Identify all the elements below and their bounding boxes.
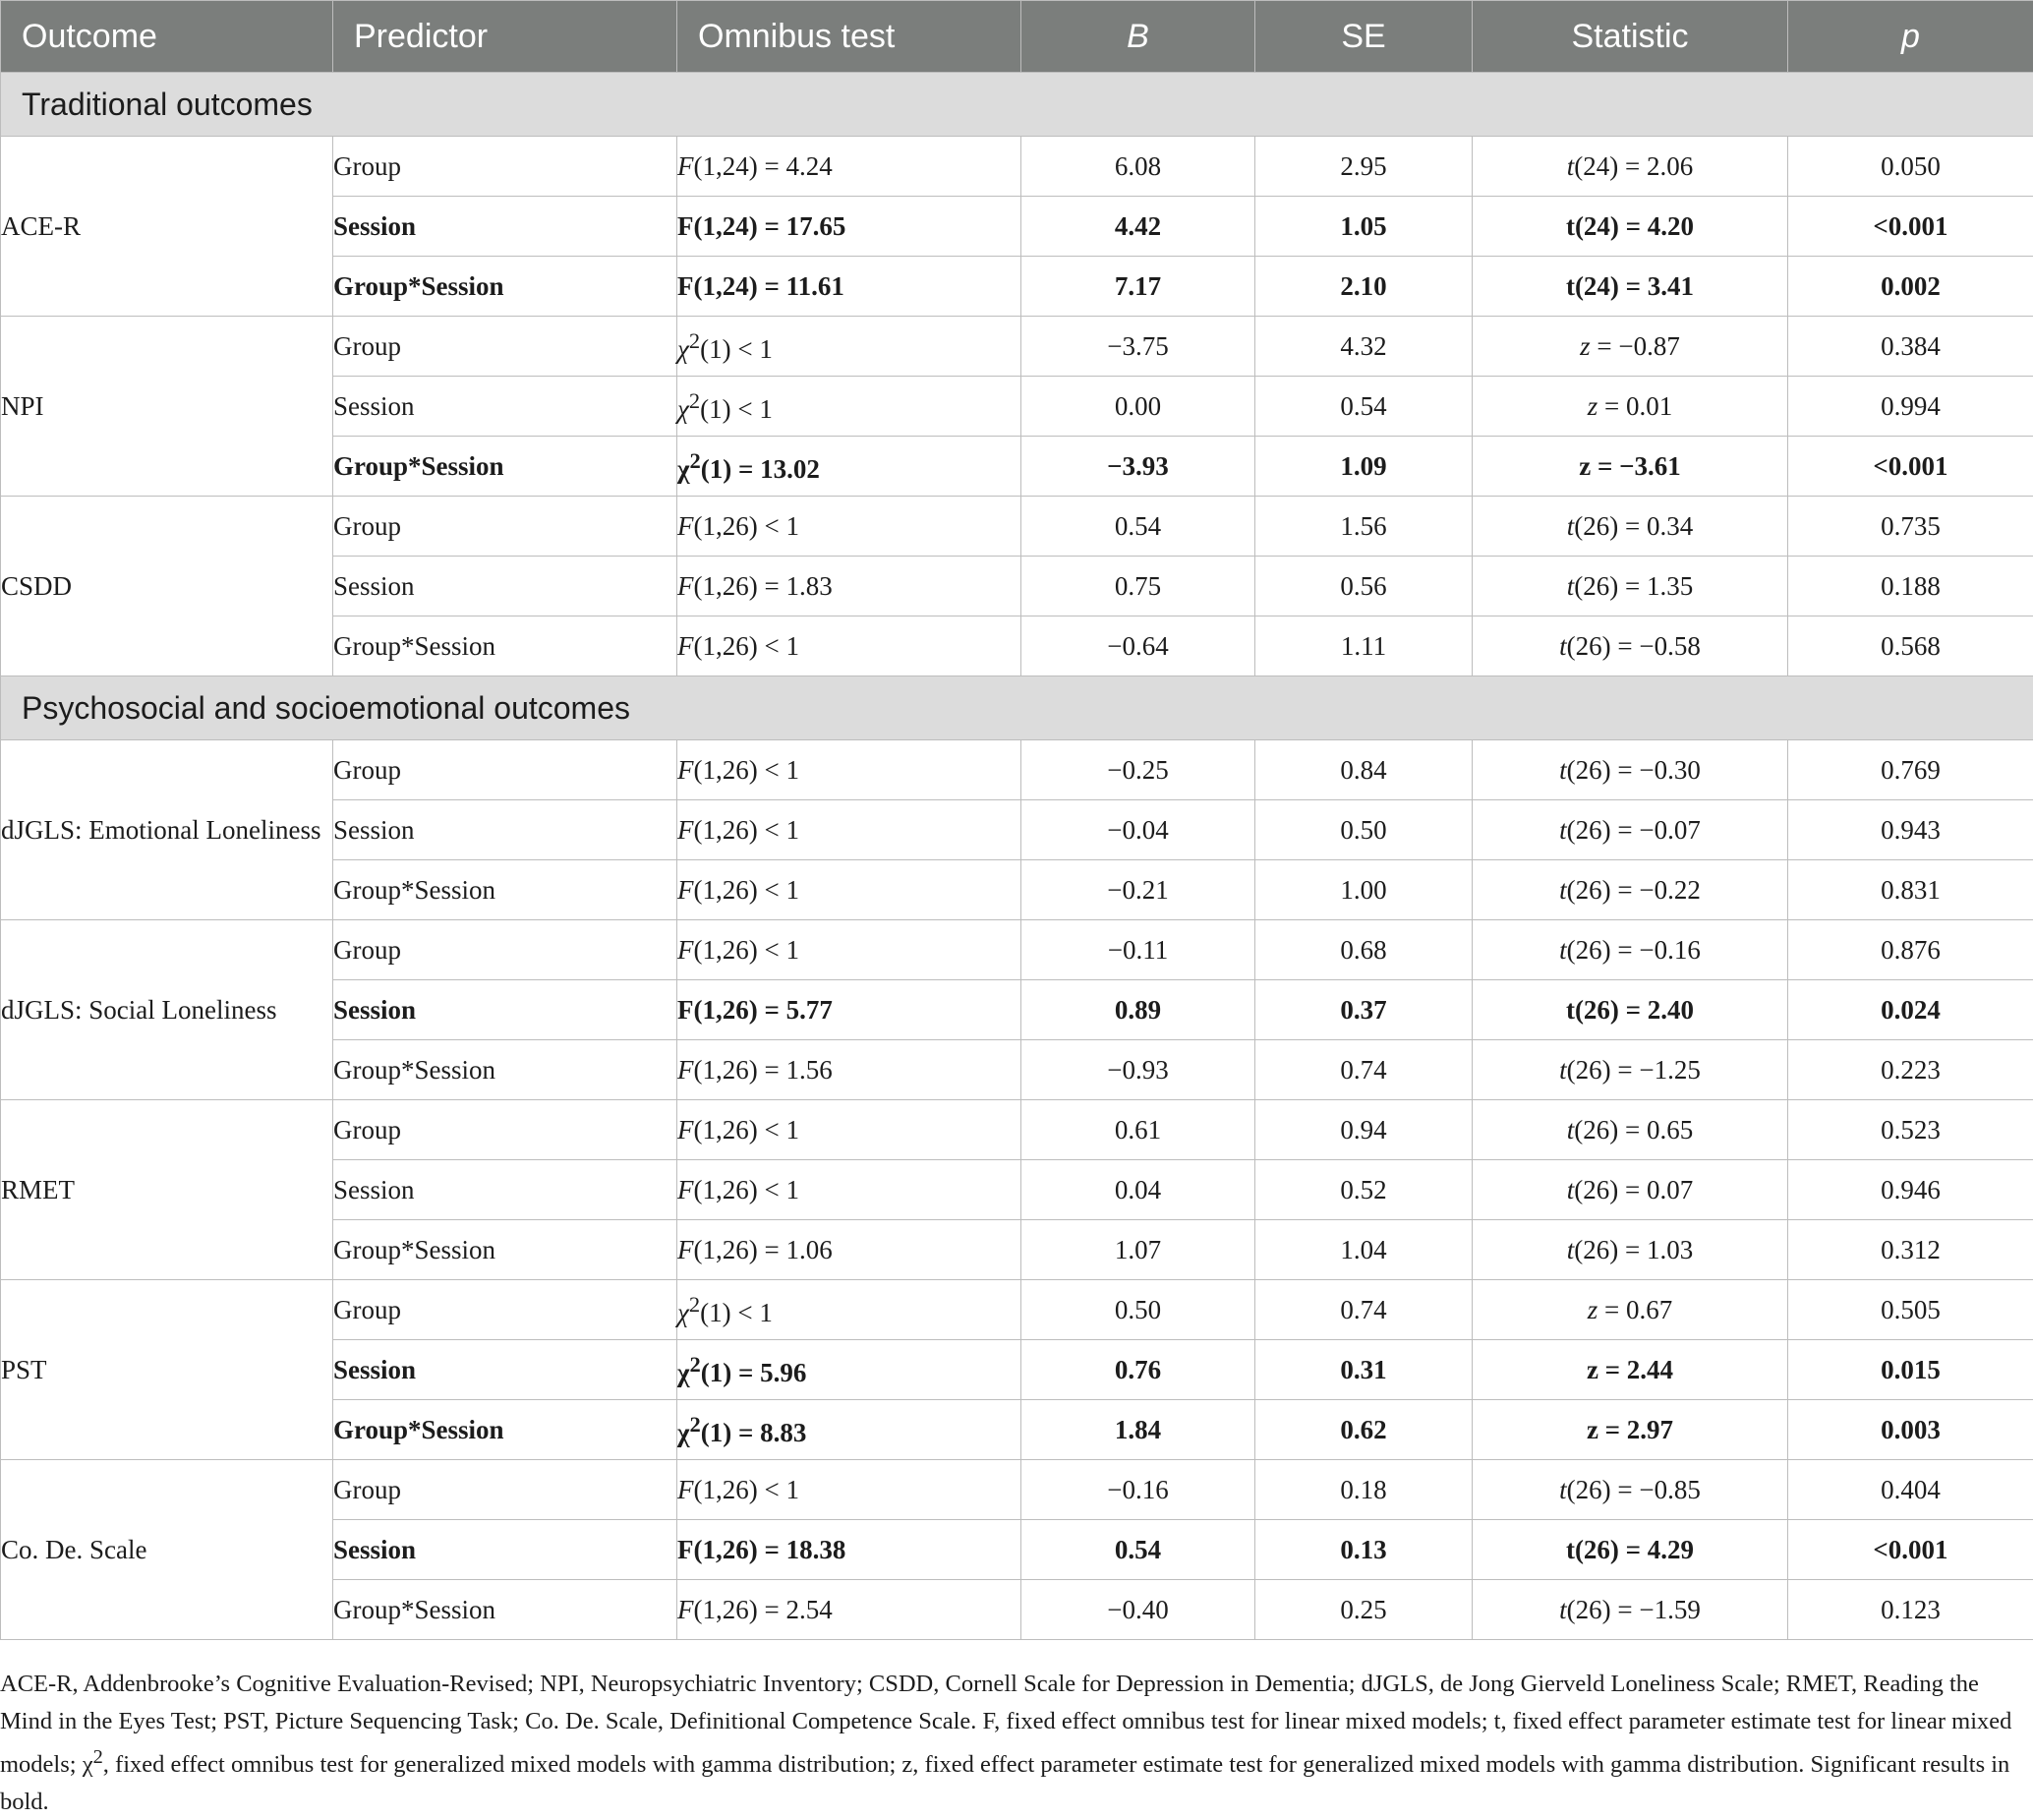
predictor-cell: Session	[333, 1160, 677, 1220]
se-cell: 1.11	[1255, 616, 1473, 676]
se-cell: 1.05	[1255, 197, 1473, 257]
p-cell: 0.505	[1788, 1280, 2033, 1340]
statistic-symbol: t	[1566, 1174, 1575, 1204]
predictor-cell: Group*Session	[333, 1580, 677, 1640]
statistic-cell	[1473, 317, 1788, 377]
omnibus-test-cell	[677, 1520, 1021, 1580]
section-row	[1, 676, 2033, 740]
b-cell: −0.64	[1021, 616, 1255, 676]
predictor-cell: Group	[333, 740, 677, 800]
table-body	[1, 73, 2033, 1640]
table-row	[1, 1100, 2033, 1160]
statistic-cell	[1473, 1520, 1788, 1580]
p-cell: 0.876	[1788, 920, 2033, 980]
omnibus-value: (1) = 8.83	[700, 1417, 807, 1447]
b-cell: 0.50	[1021, 1280, 1255, 1340]
outcome-cell: dJGLS: Social Loneliness	[1, 920, 333, 1100]
statistic-symbol: t	[1559, 1474, 1567, 1504]
b-cell: −0.25	[1021, 740, 1255, 800]
omnibus-value: (1) = 13.02	[700, 453, 820, 484]
statistic-symbol: t	[1566, 150, 1575, 181]
omnibus-test-cell	[677, 1100, 1021, 1160]
statistic-symbol: t	[1566, 570, 1575, 601]
predictor-cell: Group*Session	[333, 437, 677, 497]
predictor-cell: Group*Session	[333, 1220, 677, 1280]
omnibus-value: (1,26) = 1.56	[693, 1054, 833, 1085]
statistic-value: (24) = 4.20	[1574, 210, 1695, 241]
statistic-symbol: t	[1566, 510, 1575, 541]
statistic-value: = 0.67	[1597, 1294, 1673, 1324]
omnibus-symbol: F	[677, 1174, 694, 1204]
statistic-cell	[1473, 860, 1788, 920]
se-cell: 0.52	[1255, 1160, 1473, 1220]
p-cell: 0.735	[1788, 497, 2033, 557]
statistic-symbol: t	[1559, 630, 1567, 661]
omnibus-value: (1) = 5.96	[700, 1357, 807, 1387]
omnibus-value: (1,26) < 1	[693, 814, 799, 845]
statistic-value: = 0.01	[1597, 390, 1673, 421]
omnibus-test-cell	[677, 800, 1021, 860]
b-cell: −0.40	[1021, 1580, 1255, 1640]
se-cell: 0.68	[1255, 920, 1473, 980]
b-cell: 0.75	[1021, 557, 1255, 616]
footnote-text-1: ACE-R, Addenbrooke’s Cognitive Evaluation-Revised; NPI, Neuropsychiatric Inventory; CSDD, Cornell Scale for Depression in Dementia; dJGLS, de Jong Gierveld Loneliness Scale; RMET, Reading the Mind in the Eyes Test; PST, Picture Sequencing Task; Co. De. Scale, Definitional Competence Scale. F, fixed effect omnibus test for linear mixed models; t, fixed effect parameter estimate test for linear mixed models; χ	[0, 1671, 2012, 1779]
outcome-cell: PST	[1, 1280, 333, 1460]
omnibus-symbol: χ	[677, 333, 689, 364]
omnibus-test-cell	[677, 1340, 1021, 1400]
b-cell: −0.04	[1021, 800, 1255, 860]
omnibus-test-cell	[677, 1160, 1021, 1220]
statistic-cell	[1473, 920, 1788, 980]
omnibus-symbol: F	[677, 270, 694, 301]
omnibus-test-cell	[677, 137, 1021, 197]
table-row	[1, 920, 2033, 980]
statistic-value: (26) = 0.07	[1574, 1174, 1694, 1204]
omnibus-value: (1,26) = 5.77	[693, 994, 833, 1025]
outcome-cell: dJGLS: Emotional Loneliness	[1, 740, 333, 920]
se-cell: 4.32	[1255, 317, 1473, 377]
p-cell: 0.002	[1788, 257, 2033, 317]
table-row	[1, 137, 2033, 197]
se-cell: 0.31	[1255, 1340, 1473, 1400]
p-cell: 0.015	[1788, 1340, 2033, 1400]
statistic-cell	[1473, 1400, 1788, 1460]
b-cell: −3.75	[1021, 317, 1255, 377]
statistic-symbol: t	[1559, 1594, 1567, 1624]
p-cell: 0.994	[1788, 377, 2033, 437]
statistic-symbol: t	[1565, 1534, 1575, 1564]
statistic-cell	[1473, 1340, 1788, 1400]
p-cell: 0.943	[1788, 800, 2033, 860]
p-cell: 0.223	[1788, 1040, 2033, 1100]
se-cell: 2.10	[1255, 257, 1473, 317]
b-cell: 0.61	[1021, 1100, 1255, 1160]
omnibus-test-cell	[677, 860, 1021, 920]
predictor-cell: Session	[333, 377, 677, 437]
omnibus-value: (1) < 1	[700, 393, 773, 424]
omnibus-value: (1,26) = 1.06	[693, 1234, 833, 1264]
predictor-cell: Session	[333, 1520, 677, 1580]
predictor-cell: Group	[333, 1460, 677, 1520]
statistic-cell	[1473, 800, 1788, 860]
omnibus-value: (1) < 1	[700, 333, 773, 364]
b-cell: 0.89	[1021, 980, 1255, 1040]
statistic-symbol: t	[1559, 874, 1567, 905]
predictor-cell: Group*Session	[333, 860, 677, 920]
predictor-cell: Session	[333, 980, 677, 1040]
b-cell: 4.42	[1021, 197, 1255, 257]
outcome-cell: RMET	[1, 1100, 333, 1280]
omnibus-symbol: F	[677, 874, 694, 905]
statistic-symbol: z	[1586, 1414, 1598, 1444]
omnibus-test-cell	[677, 437, 1021, 497]
p-cell: 0.568	[1788, 616, 2033, 676]
statistic-value: (26) = −1.59	[1566, 1594, 1701, 1624]
table-row	[1, 317, 2033, 377]
statistic-value: (26) = 2.40	[1574, 994, 1695, 1025]
statistic-symbol: z	[1579, 450, 1592, 481]
b-cell: 7.17	[1021, 257, 1255, 317]
statistic-value: (26) = −0.22	[1566, 874, 1701, 905]
predictor-cell: Session	[333, 557, 677, 616]
omnibus-symbol: F	[677, 1234, 694, 1264]
predictor-cell: Group*Session	[333, 257, 677, 317]
statistic-value: (26) = −0.85	[1566, 1474, 1701, 1504]
p-cell: 0.188	[1788, 557, 2033, 616]
omnibus-symbol: F	[677, 1054, 694, 1085]
se-cell: 0.13	[1255, 1520, 1473, 1580]
statistic-cell	[1473, 497, 1788, 557]
statistic-value: (26) = 0.34	[1574, 510, 1694, 541]
b-cell: 0.54	[1021, 497, 1255, 557]
statistic-symbol: z	[1587, 390, 1598, 421]
statistic-cell	[1473, 377, 1788, 437]
omnibus-value: (1,26) < 1	[693, 630, 799, 661]
header-omnibus-test: Omnibus test	[677, 1, 1021, 73]
omnibus-value: (1,26) = 2.54	[693, 1594, 833, 1624]
statistic-value: (26) = 1.35	[1574, 570, 1694, 601]
omnibus-test-cell	[677, 920, 1021, 980]
omnibus-symbol: F	[677, 150, 694, 181]
b-cell: 0.76	[1021, 1340, 1255, 1400]
omnibus-test-cell	[677, 980, 1021, 1040]
omnibus-superscript: 2	[688, 327, 701, 353]
statistic-value: = 2.97	[1597, 1414, 1674, 1444]
omnibus-value: (1,26) = 1.83	[693, 570, 833, 601]
p-cell: <0.001	[1788, 1520, 2033, 1580]
omnibus-test-cell	[677, 1580, 1021, 1640]
statistic-symbol: t	[1565, 210, 1575, 241]
footnote-superscript: 2	[92, 1746, 103, 1768]
table-row	[1, 1460, 2033, 1520]
omnibus-superscript: 2	[689, 447, 701, 473]
omnibus-symbol: F	[677, 1534, 694, 1564]
omnibus-symbol: F	[677, 510, 694, 541]
statistic-cell	[1473, 980, 1788, 1040]
b-cell: 6.08	[1021, 137, 1255, 197]
header-b: B	[1021, 1, 1255, 73]
se-cell: 1.09	[1255, 437, 1473, 497]
statistic-value: (24) = 3.41	[1574, 270, 1695, 301]
omnibus-test-cell	[677, 497, 1021, 557]
statistic-cell	[1473, 557, 1788, 616]
header-statistic: Statistic	[1473, 1, 1788, 73]
statistic-symbol: z	[1580, 330, 1591, 361]
se-cell: 0.54	[1255, 377, 1473, 437]
omnibus-symbol: F	[677, 1474, 694, 1504]
se-cell: 0.74	[1255, 1280, 1473, 1340]
statistic-symbol: z	[1587, 1294, 1598, 1324]
statistic-cell	[1473, 437, 1788, 497]
statistic-cell	[1473, 1580, 1788, 1640]
statistic-value: (24) = 2.06	[1574, 150, 1694, 181]
omnibus-superscript: 2	[689, 1351, 701, 1377]
omnibus-superscript: 2	[688, 1291, 701, 1317]
omnibus-symbol: F	[677, 814, 694, 845]
omnibus-symbol: F	[677, 630, 694, 661]
b-cell: −0.11	[1021, 920, 1255, 980]
table-row	[1, 1280, 2033, 1340]
omnibus-test-cell	[677, 740, 1021, 800]
omnibus-superscript: 2	[689, 1411, 701, 1437]
predictor-cell: Group*Session	[333, 616, 677, 676]
b-cell: 0.54	[1021, 1520, 1255, 1580]
b-cell: −0.93	[1021, 1040, 1255, 1100]
predictor-cell: Session	[333, 197, 677, 257]
omnibus-symbol: F	[677, 1594, 694, 1624]
p-cell: 0.384	[1788, 317, 2033, 377]
statistic-symbol: t	[1565, 270, 1575, 301]
predictor-cell: Session	[333, 800, 677, 860]
table-row	[1, 497, 2033, 557]
statistic-symbol: z	[1586, 1354, 1598, 1384]
outcome-cell: ACE-R	[1, 137, 333, 317]
statistic-value: (26) = 0.65	[1574, 1114, 1694, 1145]
statistic-value: (26) = 1.03	[1574, 1234, 1694, 1264]
omnibus-value: (1,24) = 17.65	[693, 210, 846, 241]
omnibus-test-cell	[677, 557, 1021, 616]
statistic-cell	[1473, 616, 1788, 676]
omnibus-value: (1,24) = 11.61	[693, 270, 844, 301]
omnibus-symbol: F	[677, 1114, 694, 1145]
omnibus-test-cell	[677, 1280, 1021, 1340]
header-outcome: Outcome	[1, 1, 333, 73]
outcome-cell: CSDD	[1, 497, 333, 676]
omnibus-value: (1,24) = 4.24	[693, 150, 833, 181]
omnibus-value: (1,26) = 18.38	[693, 1534, 846, 1564]
predictor-cell: Group	[333, 497, 677, 557]
statistic-cell	[1473, 1220, 1788, 1280]
p-cell: 0.003	[1788, 1400, 2033, 1460]
statistic-symbol: t	[1559, 1054, 1567, 1085]
statistic-cell	[1473, 1040, 1788, 1100]
omnibus-symbol: F	[677, 570, 694, 601]
omnibus-superscript: 2	[688, 387, 701, 413]
b-cell: −0.16	[1021, 1460, 1255, 1520]
omnibus-symbol: F	[677, 210, 694, 241]
statistic-value: = −3.61	[1591, 450, 1681, 481]
statistic-cell	[1473, 197, 1788, 257]
omnibus-symbol: χ	[677, 393, 689, 424]
predictor-cell: Group	[333, 1280, 677, 1340]
section-row	[1, 73, 2033, 137]
omnibus-test-cell	[677, 197, 1021, 257]
statistic-symbol: t	[1565, 994, 1575, 1025]
omnibus-test-cell	[677, 616, 1021, 676]
statistic-value: (26) = −0.58	[1566, 630, 1701, 661]
header-se: SE	[1255, 1, 1473, 73]
omnibus-test-cell	[677, 1040, 1021, 1100]
se-cell: 2.95	[1255, 137, 1473, 197]
b-cell: 0.00	[1021, 377, 1255, 437]
omnibus-value: (1,26) < 1	[693, 934, 799, 965]
statistic-value: = 2.44	[1597, 1354, 1674, 1384]
se-cell: 0.56	[1255, 557, 1473, 616]
p-cell: 0.024	[1788, 980, 2033, 1040]
omnibus-test-cell	[677, 1220, 1021, 1280]
omnibus-test-cell	[677, 1400, 1021, 1460]
statistic-symbol: t	[1566, 1234, 1575, 1264]
se-cell: 0.94	[1255, 1100, 1473, 1160]
statistic-symbol: t	[1559, 814, 1567, 845]
statistic-cell	[1473, 740, 1788, 800]
se-cell: 1.00	[1255, 860, 1473, 920]
statistic-symbol: t	[1566, 1114, 1575, 1145]
statistic-symbol: t	[1559, 934, 1567, 965]
omnibus-test-cell	[677, 377, 1021, 437]
predictor-cell: Group	[333, 1100, 677, 1160]
predictor-cell: Group	[333, 137, 677, 197]
section-title: Traditional outcomes	[1, 73, 2033, 137]
table-row	[1, 740, 2033, 800]
outcome-cell: NPI	[1, 317, 333, 497]
omnibus-value: (1,26) < 1	[693, 874, 799, 905]
statistic-value: (26) = −0.07	[1566, 814, 1701, 845]
predictor-cell: Group*Session	[333, 1400, 677, 1460]
omnibus-value: (1,26) < 1	[693, 1114, 799, 1145]
predictor-cell: Group*Session	[333, 1040, 677, 1100]
predictor-cell: Session	[333, 1340, 677, 1400]
se-cell: 1.56	[1255, 497, 1473, 557]
se-cell: 0.18	[1255, 1460, 1473, 1520]
omnibus-symbol: χ	[677, 1357, 690, 1387]
se-cell: 0.62	[1255, 1400, 1473, 1460]
p-cell: 0.831	[1788, 860, 2033, 920]
p-cell: 0.769	[1788, 740, 2033, 800]
statistic-cell	[1473, 1160, 1788, 1220]
statistic-cell	[1473, 1460, 1788, 1520]
statistic-cell	[1473, 1280, 1788, 1340]
statistic-cell	[1473, 257, 1788, 317]
se-cell: 0.74	[1255, 1040, 1473, 1100]
p-cell: 0.050	[1788, 137, 2033, 197]
omnibus-value: (1,26) < 1	[693, 510, 799, 541]
omnibus-value: (1,26) < 1	[693, 1474, 799, 1504]
omnibus-test-cell	[677, 317, 1021, 377]
p-cell: 0.523	[1788, 1100, 2033, 1160]
omnibus-value: (1) < 1	[700, 1297, 773, 1327]
header-predictor: Predictor	[333, 1, 677, 73]
p-cell: 0.404	[1788, 1460, 2033, 1520]
se-cell: 0.25	[1255, 1580, 1473, 1640]
omnibus-symbol: F	[677, 994, 694, 1025]
section-title: Psychosocial and socioemotional outcomes	[1, 676, 2033, 740]
b-cell: 1.07	[1021, 1220, 1255, 1280]
statistic-symbol: t	[1559, 754, 1567, 785]
se-cell: 0.37	[1255, 980, 1473, 1040]
statistic-value: (26) = −1.25	[1566, 1054, 1701, 1085]
omnibus-symbol: χ	[677, 1297, 689, 1327]
p-cell: 0.312	[1788, 1220, 2033, 1280]
outcome-cell: Co. De. Scale	[1, 1460, 333, 1640]
predictor-cell: Group	[333, 317, 677, 377]
statistic-value: = −0.87	[1590, 330, 1680, 361]
omnibus-symbol: χ	[677, 453, 690, 484]
footnote-text-2: , fixed effect omnibus test for generalized mixed models with gamma distribution; z, fixed effect parameter estimate test for generalized mixed models with gamma distribution. Significant results in bold.	[0, 1751, 2010, 1815]
se-cell: 0.84	[1255, 740, 1473, 800]
statistic-value: (26) = 4.29	[1574, 1534, 1695, 1564]
statistic-cell	[1473, 1100, 1788, 1160]
statistic-cell	[1473, 137, 1788, 197]
omnibus-value: (1,26) < 1	[693, 754, 799, 785]
omnibus-symbol: F	[677, 754, 694, 785]
p-cell: <0.001	[1788, 197, 2033, 257]
predictor-cell: Group	[333, 920, 677, 980]
omnibus-value: (1,26) < 1	[693, 1174, 799, 1204]
omnibus-test-cell	[677, 1460, 1021, 1520]
omnibus-symbol: χ	[677, 1417, 690, 1447]
p-cell: <0.001	[1788, 437, 2033, 497]
p-cell: 0.946	[1788, 1160, 2033, 1220]
header-row	[1, 1, 2033, 73]
b-cell: 0.04	[1021, 1160, 1255, 1220]
p-cell: 0.123	[1788, 1580, 2033, 1640]
b-cell: 1.84	[1021, 1400, 1255, 1460]
b-cell: −3.93	[1021, 437, 1255, 497]
se-cell: 0.50	[1255, 800, 1473, 860]
table-footnote	[0, 1666, 2025, 1820]
se-cell: 1.04	[1255, 1220, 1473, 1280]
b-cell: −0.21	[1021, 860, 1255, 920]
header-p: p	[1788, 1, 2033, 73]
omnibus-symbol: F	[677, 934, 694, 965]
statistic-value: (26) = −0.16	[1566, 934, 1701, 965]
statistic-value: (26) = −0.30	[1566, 754, 1701, 785]
omnibus-test-cell	[677, 257, 1021, 317]
